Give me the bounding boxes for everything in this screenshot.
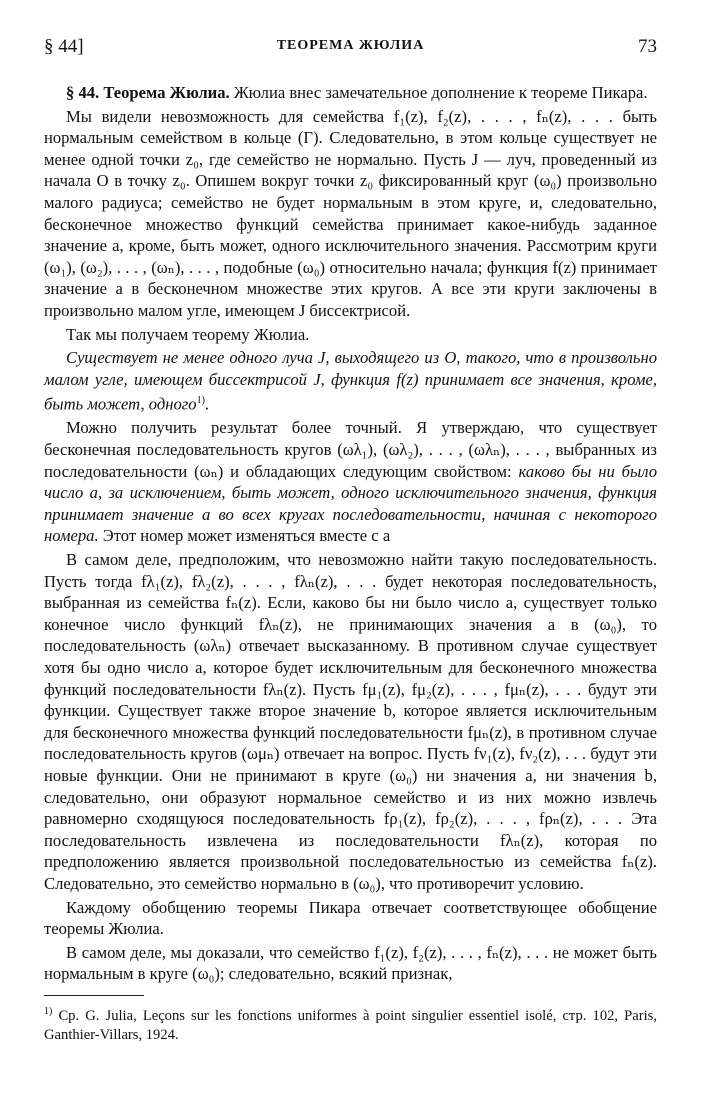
footnote [44,1002,657,1045]
page-body [44,82,657,985]
paragraph: Каждому обобщению теоремы Пикара отвечает соответствующее обобщение теоремы Жюлиа. [44,897,657,939]
footnote-reference: 1) [196,395,205,407]
paragraph: Мы видели невозможность для семейства f₁(z), f₂(z), . . . , fₙ(z), . . . быть нормальным семейством в кольце (Г). Следовательно, в этом кольце существует не менее одной точки z₀, где семейство не нормально. Пусть J — луч, проведенный из начала O в точку z₀. Опишем вокруг точки z₀ фиксированный круг (ω₀) произвольно малого радиуса; семейство не будет нормальным в этом круге, и, следовательно, бесконечное множество функций семейства принимает какое-нибудь заданное значение a, кроме, быть может, одного исключительного значения. Рассмотрим круги (ω₁), (ω₂), . . . , (ωₙ), . . . , подобные (ω₀) относительно начала; функция f(z) принимает значение a в бесконечном множестве этих кругов. А все эти круги заключены в произвольно малом угле, имеющем J биссектрисой. [44,106,657,320]
theorem-statement: Существует не менее одного луча J, выходящего из O, такого, что в произвольно малом угле, имеющем биссектрисой J, функция f(z) принимает все значения, кроме, быть может, одного$^{1)}$. [44,348,657,414]
paragraph: В самом деле, мы доказали, что семейство f₁(z), f₂(z), . . . , fₙ(z), . . . не может быть нормальным в круге (ω₀); следовательно, всякий признак, [44,942,657,984]
paragraph: В самом деле, предположим, что невозможно найти такую последовательность. Пусть тогда fλ₁(z), fλ₂(z), . . . , fλₙ(z), . . . будет некоторая последовательность, выбранная из семейства fₙ(z). Если, каково бы ни было число a, существует только конечное число функций fλₙ(z), не принимающих значения a в (ω₀), то последовательность (ωλₙ) отвечает высказанному. В противном случае существует хотя бы одно число a, которое будет исключительным для бесконечного множества функций последовательности fλₙ(z). Пусть fμ₁(z), fμ₂(z), . . . , fμₙ(z), . . . будут эти функции. Существует также второе значение b, которое является исключительным для бесконечного множества функций последовательности fμₙ(z), в противном случае последовательность кругов (ωμₙ) отвечает на вопрос. Пусть fν₁(z), fν₂(z), . . . будут эти новые функции. Они не принимают в круге (ω₀) ни значения a, ни значения b, следовательно, они образуют нормальное семейство и из них можно извлечь равномерно сходящуюся последовательность fρ₁(z), fρ₂(z), . . . , fρₙ(z), . . . Эта последовательность извлечена из последовательности fλₙ(z), которая по предположению является произвольной последовательностью из семейства fₙ(z). Следовательно, это семейство нормально в (ω₀), что противоречит условию. [44,550,657,893]
paragraph-tail: Этот номер может изменяться вместе с a [102,526,391,546]
section-heading: § 44. Теорема Жюлиа. [66,83,230,102]
paragraph-text: Жюлиа внес замечательное дополнение к теореме Пикара. [233,83,648,102]
paragraph: Так мы получаем теорему Жюлиа. [66,324,310,344]
footnote-divider [44,995,144,996]
paragraph-text: Можно получить результат более точный. Я утверждаю, что существует бесконечная последовательность кругов (ωλ₁), (ωλ₂), . . . , (ωλₙ), . . . , выбранных из последовательности (ωₙ) и обладающих следующим свойством: [44,418,657,481]
running-header [44,36,657,64]
header-running-title: ТЕОРЕМА ЖЮЛИА [276,38,425,53]
footnote-text: Ср. G. Julia, Leçons sur les fonctions uniformes à point singulier essentiel isolé, стр. 102, Paris, Ganthier-Villars, 1924. [44,1007,657,1043]
paragraph-intro [44,82,657,104]
paragraph-refinement [44,417,657,547]
header-section-ref: § 44] [44,36,84,57]
page-number: 73 [638,36,657,57]
footnote-marker: 1) [44,1005,53,1017]
paragraph-italic: каково бы ни было число a, за исключением, быть может, одного исключительного значения, функция принимает значение a во всех кругах последовательности, начиная с некоторого номера. [44,461,658,546]
theorem-text: Существует не менее одного луча J, выходящего из O, такого, что в произвольно малом угле, имеющем биссектрисой J, функция f(z) принимает все значения, кроме, быть может, одного [44,348,657,414]
